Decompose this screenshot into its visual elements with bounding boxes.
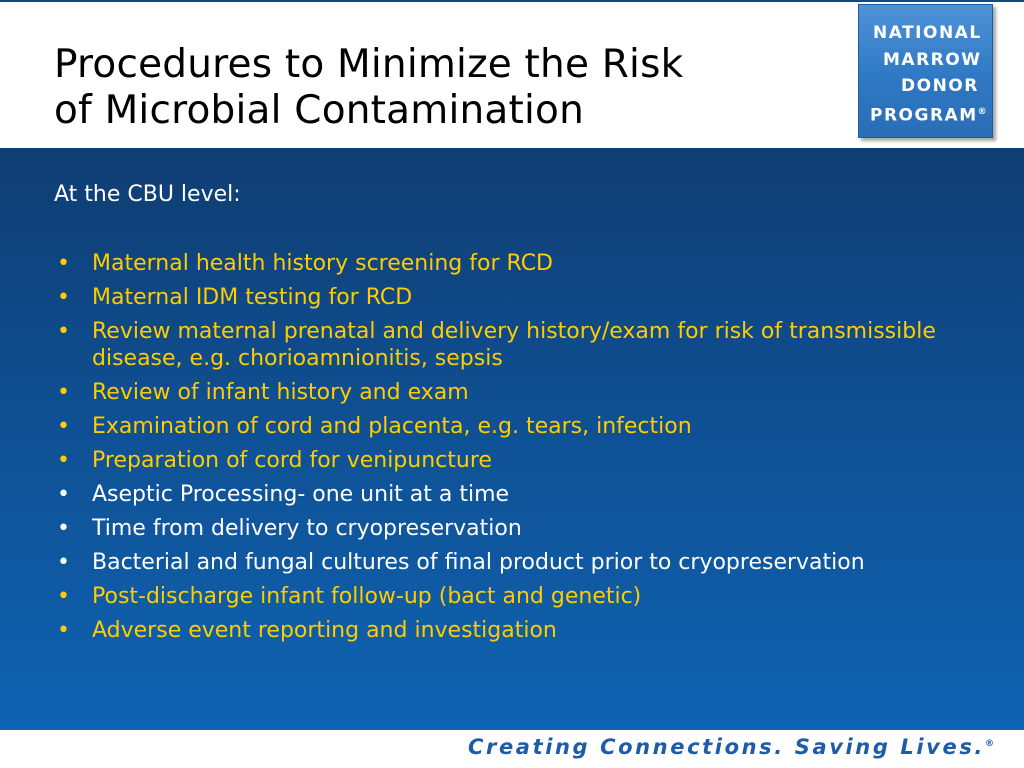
logo-line-donor: DONOR [901, 76, 979, 96]
bullet-dot: • [57, 618, 70, 643]
list-item-text: Maternal IDM testing for RCD [92, 285, 413, 310]
bullet-dot: • [57, 285, 70, 310]
list-item [54, 481, 984, 508]
list-item [54, 549, 984, 576]
bullet-dot: • [57, 414, 70, 439]
intro-text: At the CBU level: [54, 182, 241, 207]
nmdp-logo [858, 4, 993, 138]
list-item [54, 515, 984, 542]
footer-tagline-text: Creating Connections. Saving Lives. [467, 735, 985, 759]
list-item-text: Bacterial and fungal cultures of final product prior to cryopreservation [92, 550, 865, 575]
list-item [54, 447, 984, 474]
bullet-dot: • [57, 251, 70, 276]
slide-title-line-2: of Microbial Contamination [54, 88, 585, 133]
list-item-text: Adverse event reporting and investigation [92, 618, 557, 643]
bullet-list [54, 250, 984, 651]
logo-line-program [870, 102, 987, 126]
bullet-dot: • [57, 482, 70, 507]
list-item-text: Review of infant history and exam [92, 380, 469, 405]
list-item-text: Review maternal prenatal and delivery history/exam for risk of transmissible disease, e.g. chorioamnionitis, sepsis [92, 319, 936, 371]
list-item [54, 413, 984, 440]
list-item [54, 284, 984, 311]
list-item-text: Aseptic Processing- one unit at a time [92, 482, 510, 507]
bullet-dot: • [57, 550, 70, 575]
bullet-dot: • [57, 319, 70, 344]
list-item [54, 318, 984, 372]
bullet-dot: • [57, 380, 70, 405]
footer-tagline [468, 735, 994, 759]
logo-line-program-text: PROGRAM [870, 105, 978, 126]
tagline-registered-mark: ® [985, 739, 994, 749]
list-item [54, 583, 984, 610]
list-item-text: Preparation of cord for venipuncture [92, 448, 492, 473]
list-item [54, 379, 984, 406]
bullet-dot: • [57, 584, 70, 609]
bullet-dot: • [57, 448, 70, 473]
logo-line-national: NATIONAL [873, 23, 982, 43]
bullet-dot: • [57, 516, 70, 541]
list-item [54, 250, 984, 277]
logo-line-marrow: MARROW [883, 50, 982, 70]
list-item-text: Examination of cord and placenta, e.g. tears, infection [92, 414, 692, 439]
list-item-text: Maternal health history screening for RCD [92, 251, 553, 276]
slide-title [54, 42, 683, 134]
list-item-text: Time from delivery to cryopreservation [92, 516, 522, 541]
logo-registered-mark: ® [977, 107, 987, 117]
list-item-text: Post-discharge infant follow-up (bact and genetic) [92, 584, 642, 609]
slide-title-line-1: Procedures to Minimize the Risk [54, 42, 684, 87]
list-item [54, 617, 984, 644]
